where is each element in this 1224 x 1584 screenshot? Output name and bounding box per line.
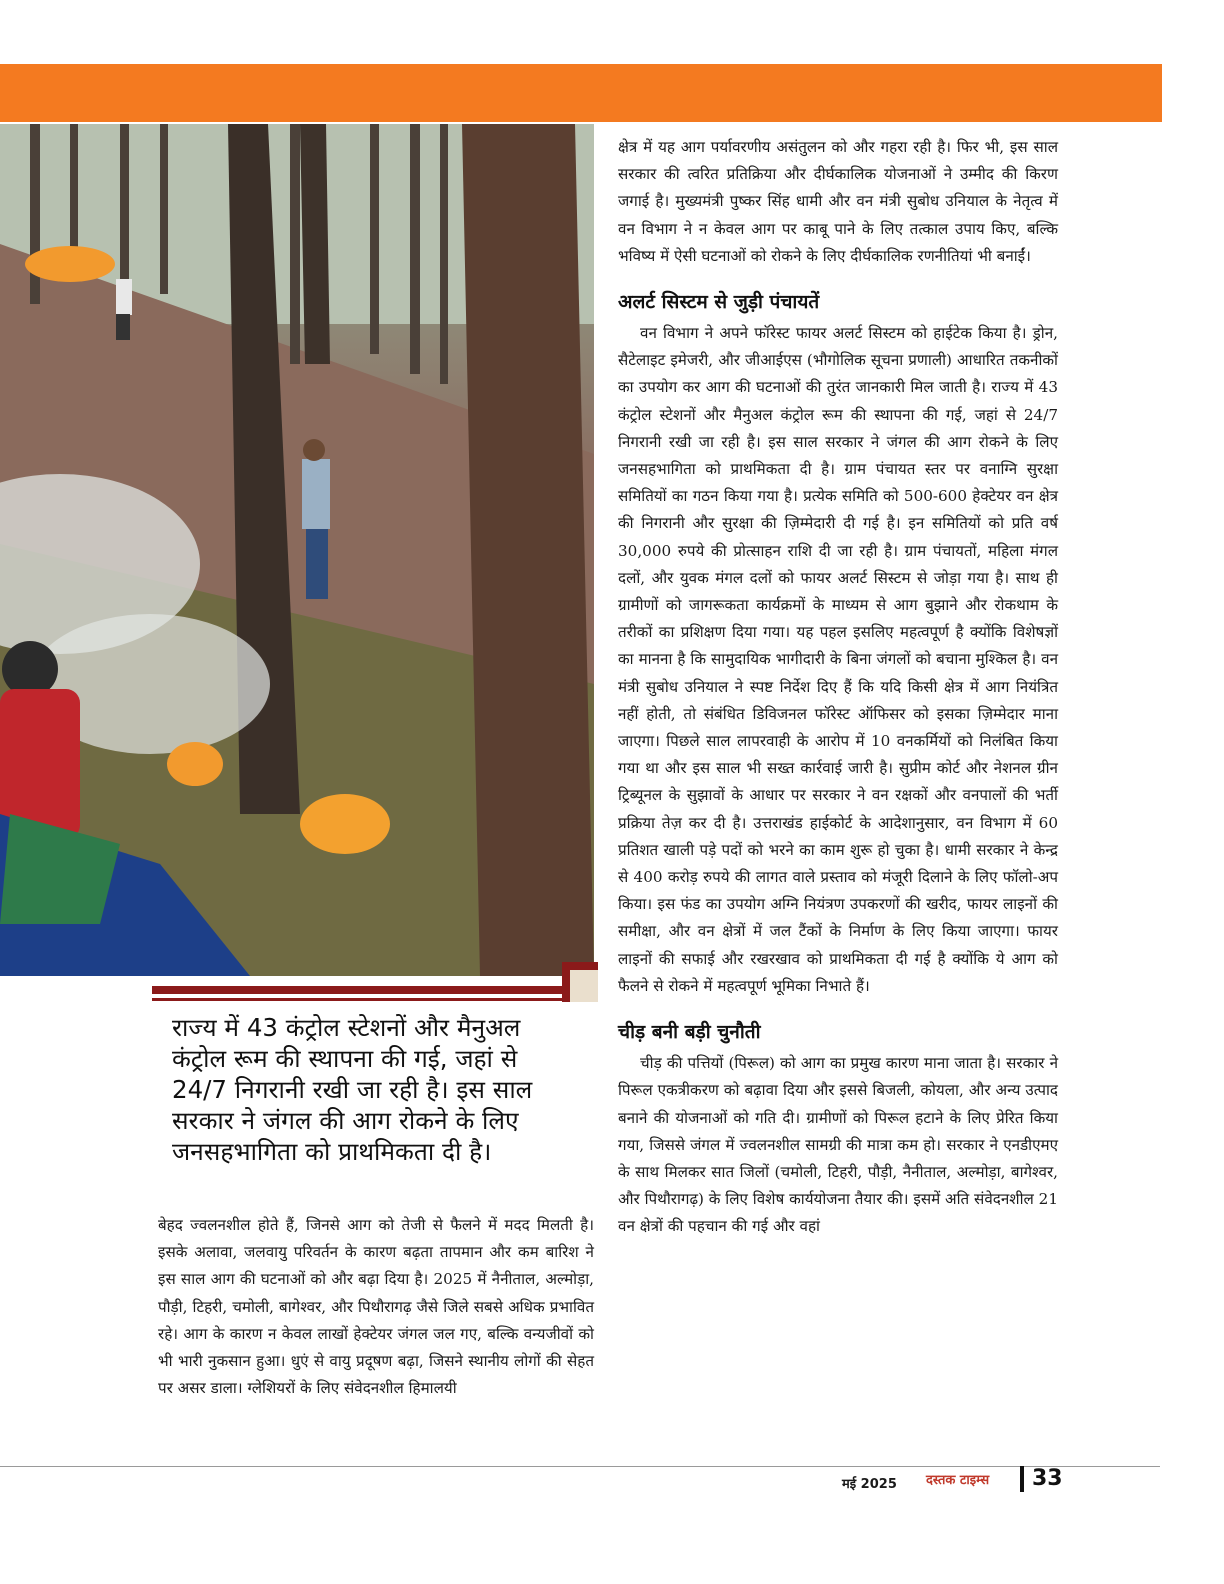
left-paragraph: बेहद ज्वलनशील होते हैं, जिनसे आग को तेजी से फैलने में मदद मिलती है। इसके अलावा, जलवायु परिवर्तन के कारण बढ़ता तापमान और कम बारिश ने इस साल आग की घटनाओं को और बढ़ा दिया है। 2025 में नैनीताल, अल्मोड़ा, पौड़ी, टिहरी, चमोली, बागेश्वर, और पिथौरागढ़ जैसे जिले सबसे अधिक प्रभावित रहे। आग के कारण न केवल लाखों हेक्टेयर जंगल जल गए, बल्कि वन्यजीवों को भी भारी नुकसान हुआ। धुएं से वायु प्रदूषण बढ़ा, जिसने स्थानीय लोगों की सेहत पर असर डाला। ग्लेशियरों के लिए संवेदनशील हिमालयी: [158, 1216, 594, 1398]
footer-brand: दस्तक टाइम्स: [926, 1473, 990, 1488]
pull-quote: राज्य में 43 कंट्रोल स्टेशनों और मैनुअल कंट्रोल रूम की स्थापना की गई, जहां से 24/7 निगरानी रखी जा रही है। इस साल सरकार ने जंगल की आग रोकने के लिए जनसहभागिता को प्राथमिकता दी है।: [172, 1013, 533, 1166]
section-heading-pine: चीड़ बनी बड़ी चुनौती: [618, 1021, 761, 1044]
right-paragraph-3: चीड़ की पत्तियों (पिरूल) को आग का प्रमुख कारण माना जाता है। सरकार ने पिरूल एकत्रीकरण को बढ़ावा दिया और इससे बिजली, कोयला, और अन्य उत्पाद बनाने की योजनाओं को गति दी। ग्रामीणों को पिरूल हटाने के लिए प्रेरित किया गया, जिससे जंगल में ज्वलनशील सामग्री की मात्रा कम हो। सरकार ने एनडीएमए के साथ मिलकर सात जिलों (चमोली, टिहरी, पौड़ी, नैनीताल, अल्मोड़ा, बागेश्वर, और पिथौरागढ़) के लिए विशेष कार्ययोजना तैयार की। इसमें अति संवेदनशील 21 वन क्षेत्रों की पहचान की गई और वहां: [618, 1054, 1058, 1236]
right-paragraph-2: वन विभाग ने अपने फॉरेस्ट फायर अलर्ट सिस्टम को हाईटेक किया है। ड्रोन, सैटेलाइट इमेजरी, और जीआईएस (भौगोलिक सूचना प्रणाली) आधारित तकनीकों का उपयोग कर आग की घटनाओं की तुरंत जानकारी मिल जाती है। राज्य में 43 कंट्रोल स्टेशनों और मैनुअल कंट्रोल रूम की स्थापना की गई, जहां से 24/7 निगरानी रखी जा रही है। इस साल सरकार ने जंगल की आग रोकने के लिए जनसहभागिता को प्राथमिकता दी है। ग्राम पंचायत स्तर पर वनाग्नि सुरक्षा समितियों का गठन किया गया है। प्रत्येक समिति को 500-600 हेक्टेयर वन क्षेत्र की निगरानी और सुरक्षा की ज़िम्मेदारी दी गई है। इन समितियों को प्रति वर्ष 30,000 रुपये की प्रोत्साहन राशि दी जा रही है। ग्राम पंचायतों, महिला मंगल दलों, और युवक मंगल दलों को फायर अलर्ट सिस्टम से जोड़ा गया है। साथ ही ग्रामीणों को जागरूकता कार्यक्रमों के माध्यम से आग बुझाने और रोकथाम के तरीकों का प्रशिक्षण दिया गया। यह पहल इसलिए महत्वपूर्ण है क्योंकि विशेषज्ञों का मानना है कि सामुदायिक भागीदारी के बिना जंगलों को बचाना मुश्किल है। वन मंत्री सुबोध उनियाल ने स्पष्ट निर्देश दिए हैं कि यदि किसी क्षेत्र में आग नियंत्रित नहीं होती, तो संबंधित डिविजनल फॉरेस्ट ऑफिसर को इसका ज़िम्मेदार माना जाएगा। पिछले साल लापरवाही के आरोप में 10 वनकर्मियों को निलंबित किया गया था और इस साल भी सख्त कार्रवाई जारी है। सुप्रीम कोर्ट और नेशनल ग्रीन ट्रिब्यूनल के सुझावों के आधार पर सरकार ने वन रक्षकों और वनपालों की भर्ती प्रक्रिया तेज़ कर दी है। उत्तराखंड हाईकोर्ट के आदेशानुसार, वन विभाग में 60 प्रतिशत खाली पड़े पदों को भरने का काम शुरू हो चुका है। धामी सरकार ने केन्द्र से 400 करोड़ रुपये की लागत वाले प्रस्ताव को मंजूरी दिलाने के लिए फॉलो-अप किया। इस फंड का उपयोग अग्नि नियंत्रण उपकरणों की खरीद, फायर लाइनों की समीक्षा, और वन क्षेत्रों में जल टैंकों के निर्माण के लिए किया जाएगा। फायर लाइनों की सफाई और रखरखाव को प्राथमिकता दी गई है क्योंकि ये आग को फैलने से रोकने में महत्वपूर्ण भूमिका निभाते हैं।: [618, 324, 1059, 995]
caption-rule: [152, 986, 562, 994]
footer-separator: [1020, 1466, 1024, 1492]
caption-rule-thin: [152, 998, 562, 1001]
forest-fire-photo: [0, 124, 594, 976]
section-heading-alert: अलर्ट सिस्टम से जुड़ी पंचायतें: [618, 291, 820, 314]
right-paragraph-1: क्षेत्र में यह आग पर्यावरणीय असंतुलन को और गहरा रही है। फिर भी, इस साल सरकार की त्वरित प्रतिक्रिया और दीर्घकालिक योजनाओं ने उम्मीद की किरण जगाई है। मुख्यमंत्री पुष्कर सिंह धामी और वन मंत्री सुबोध उनियाल के नेतृत्व में वन विभाग ने न केवल आग पर काबू पाने के लिए तत्काल उपाय किए, बल्कि भविष्य में ऐसी घटनाओं को रोकने के लिए दीर्घकालिक रणनीतियां भी बनाईं।: [618, 138, 1058, 265]
page-number: 33: [1032, 1466, 1063, 1491]
footer-divider: [0, 1466, 1160, 1467]
decorative-corner: [562, 962, 598, 1002]
header-color-band: [0, 64, 1162, 122]
right-column: [618, 134, 1058, 1241]
footer-date: मई 2025: [842, 1477, 897, 1492]
left-column: [158, 1212, 594, 1402]
